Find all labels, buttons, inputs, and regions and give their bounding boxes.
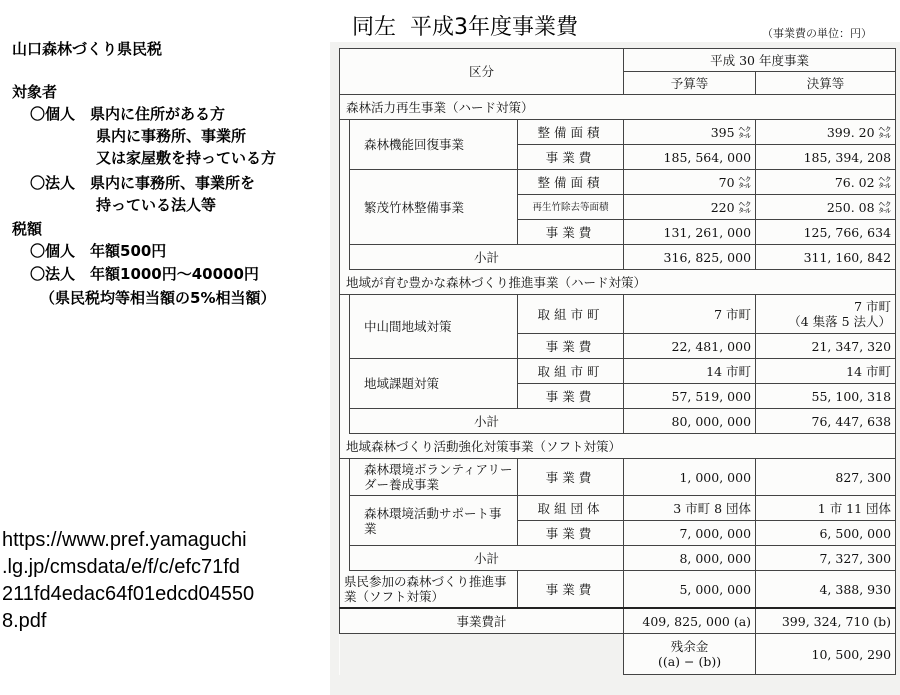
url-line: 211fd4edac64f01edcd04550: [2, 583, 255, 605]
subtotal-label: 小計: [350, 245, 624, 270]
corporation-line-1: 〇法人 県内に事務所、事業所を: [30, 174, 256, 192]
subtotal-budget: 8, 000, 000: [624, 546, 756, 571]
budget-value: 70 ㌶: [624, 170, 756, 195]
unit-note: （事業費の単位：円）: [762, 27, 872, 40]
url-line: https://www.pref.yamaguchi: [2, 529, 247, 551]
budget-value: 1, 000, 000: [624, 459, 756, 496]
item-label: 整備面積: [518, 120, 624, 145]
item-label: 取組市町: [518, 295, 624, 334]
individual-line-3: 又は家屋敷を持っている方: [96, 149, 277, 167]
actual-value: 21, 347, 320: [756, 334, 896, 359]
subtotal-actual: 7, 327, 300: [756, 546, 896, 571]
group-name: 中山間地域対策: [350, 295, 518, 359]
section-title: 地域が育む豊かな森林づくり推進事業（ハード対策）: [340, 270, 896, 295]
tax-corporation: 〇法人 年額1000円～40000円: [30, 265, 259, 283]
actual-value: 250. 08 ㌶: [756, 195, 896, 220]
section-indent: [340, 295, 350, 434]
section-title: 地域森林づくり活動強化対策事業（ソフト対策）: [340, 434, 896, 459]
tax-title: 山口森林づくり県民税: [12, 40, 163, 58]
tax-individual: 〇個人 年額500円: [30, 242, 167, 260]
tax-heading: 税額: [12, 220, 43, 238]
item-label: 整備面積: [518, 170, 624, 195]
budget-value: 131, 261, 000: [624, 220, 756, 245]
budget-value: 7, 000, 000: [624, 521, 756, 546]
url-line: 8.pdf: [2, 610, 47, 632]
target-heading: 対象者: [12, 83, 58, 101]
actual-value: 55, 100, 318: [756, 384, 896, 409]
subtotal-actual: 311, 160, 842: [756, 245, 896, 270]
actual-value-note: （4 集落 5 法人）: [788, 314, 892, 329]
item-label: 再生竹除去等面積: [518, 195, 624, 220]
url-line: .lg.jp/cmsdata/e/f/c/efc71fd: [2, 556, 240, 578]
source-url[interactable]: [2, 527, 312, 635]
group-name: 繁茂竹林整備事業: [350, 170, 518, 245]
item-label: 事業費: [518, 220, 624, 245]
actual-value: 125, 766, 634: [756, 220, 896, 245]
subtotal-actual: 76, 447, 638: [756, 409, 896, 434]
total-label: 事業費計: [340, 608, 624, 634]
subtotal-label: 小計: [350, 409, 624, 434]
blank-cell: [340, 634, 624, 675]
budget-value: 220 ㌶: [624, 195, 756, 220]
group-name: 森林環境活動サポート事業: [350, 496, 518, 546]
item-label: 事業費: [518, 384, 624, 409]
group-name: 森林環境ボランティアリーダー養成事業: [350, 459, 518, 496]
item-label: 取組団体: [518, 496, 624, 521]
budget-value: 3 市町 8 団体: [624, 496, 756, 521]
participation-name: 県民参加の森林づくり推進事業（ソフト対策）: [340, 571, 518, 609]
item-label: 事業費: [518, 521, 624, 546]
subtotal-budget: 80, 000, 000: [624, 409, 756, 434]
item-label: 事業費: [518, 571, 624, 609]
section-indent: [340, 120, 350, 270]
item-label: 事業費: [518, 334, 624, 359]
item-label: 取組市町: [518, 359, 624, 384]
header-budget: 予算等: [624, 72, 756, 95]
balance-label-text: 残余金: [670, 639, 709, 654]
header-year: 平成 30 年度事業: [624, 49, 896, 72]
actual-value: [756, 295, 896, 334]
actual-value: 76. 02 ㌶: [756, 170, 896, 195]
actual-value: 827, 300: [756, 459, 896, 496]
budget-value: 22, 481, 000: [624, 334, 756, 359]
actual-value: 185, 394, 208: [756, 145, 896, 170]
header-category: 区分: [340, 49, 624, 95]
group-name: 地域課題対策: [350, 359, 518, 409]
section-indent: [340, 459, 350, 571]
budget-value: 185, 564, 000: [624, 145, 756, 170]
budget-table: [339, 48, 896, 675]
budget-value: 14 市町: [624, 359, 756, 384]
actual-value: 4, 388, 930: [756, 571, 896, 609]
title-same-as-left: 同左: [352, 15, 397, 40]
right-title: [352, 10, 578, 41]
individual-line-1: 〇個人 県内に住所がある方: [30, 105, 226, 123]
budget-value: 395 ㌶: [624, 120, 756, 145]
subtotal-budget: 316, 825, 000: [624, 245, 756, 270]
budget-value: 57, 519, 000: [624, 384, 756, 409]
group-name: 森林機能回復事業: [350, 120, 518, 170]
corporation-line-2: 持っている法人等: [96, 196, 217, 214]
total-actual: 399, 324, 710 (b): [756, 608, 896, 634]
header-actual: 決算等: [756, 72, 896, 95]
actual-value: 6, 500, 000: [756, 521, 896, 546]
budget-value: 7 市町: [624, 295, 756, 334]
actual-value: 1 市 11 団体: [756, 496, 896, 521]
title-fiscal-year: 平成3年度事業費: [410, 15, 579, 40]
actual-value: 14 市町: [756, 359, 896, 384]
individual-line-2: 県内に事務所、事業所: [96, 127, 247, 145]
item-label: 事業費: [518, 459, 624, 496]
subtotal-label: 小計: [350, 546, 624, 571]
tax-note: （県民税均等相当額の5%相当額）: [40, 289, 276, 307]
item-label: 事業費: [518, 145, 624, 170]
balance-formula: ((a) − (b)): [657, 654, 722, 669]
actual-value-line: 7 市町: [854, 299, 892, 314]
budget-value: 5, 000, 000: [624, 571, 756, 609]
section-title: 森林活力再生事業（ハード対策）: [340, 95, 896, 120]
balance-label: [624, 634, 756, 675]
total-budget: 409, 825, 000 (a): [624, 608, 756, 634]
actual-value: 399. 20 ㌶: [756, 120, 896, 145]
balance-value: 10, 500, 290: [756, 634, 896, 675]
